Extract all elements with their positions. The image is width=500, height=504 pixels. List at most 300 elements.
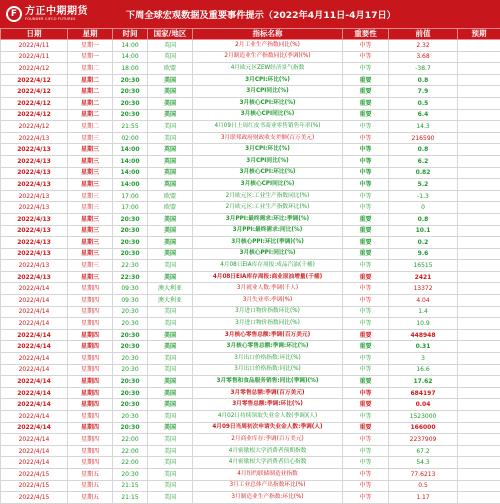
- table-row: [1, 353, 500, 365]
- cell-previous: 216590: [389, 132, 458, 144]
- cell-indicator: 3月零售总额:季调(百万美元): [193, 387, 343, 399]
- cell-weekday: 星期四: [68, 434, 113, 446]
- column-header-indicator: 指标名称: [193, 29, 343, 40]
- cell-weekday: 星期四: [68, 457, 113, 469]
- cell-date: 2022/4/12: [1, 121, 68, 133]
- cell-date: 2022/4/11: [1, 51, 68, 63]
- cell-region: 英国: [148, 51, 193, 63]
- cell-indicator: 3月失业率:季调(%): [193, 295, 343, 307]
- cell-time: 09:30: [113, 283, 148, 295]
- cell-indicator: 3月联邦政府财政收支差额(百万美元): [193, 132, 343, 144]
- cell-region: 美国: [148, 457, 193, 469]
- cell-date: 2022/4/14: [1, 399, 68, 411]
- cell-previous: 0.2: [389, 237, 458, 249]
- cell-weekday: 星期四: [68, 329, 113, 341]
- cell-region: 美国: [148, 121, 193, 133]
- cell-date: 2022/4/14: [1, 457, 68, 469]
- cell-weekday: 星期二: [68, 121, 113, 133]
- cell-importance: 中等: [343, 51, 389, 63]
- cell-time: 20:30: [113, 411, 148, 423]
- cell-time: 20:30: [113, 109, 148, 121]
- cell-indicator: 4月欧元区ZEW经济景气指数: [193, 63, 343, 75]
- cell-region: 澳大利亚: [148, 283, 193, 295]
- cell-date: 2022/4/14: [1, 283, 68, 295]
- cell-importance: 中等: [343, 387, 389, 399]
- cell-previous: 10.1: [389, 225, 458, 237]
- cell-weekday: 星期二: [68, 74, 113, 86]
- cell-indicator: 2月欧元区:工业生产指数环比(%): [193, 202, 343, 214]
- logo-name-cn: 方正中期期货: [25, 6, 88, 17]
- table-row: [1, 387, 500, 399]
- cell-previous: 3: [389, 353, 458, 365]
- cell-weekday: 星期二: [68, 109, 113, 121]
- cell-indicator: 2月工业生产指数同比(%): [193, 40, 343, 52]
- cell-time: 20:30: [113, 248, 148, 260]
- cell-date: 2022/4/13: [1, 225, 68, 237]
- cell-previous: 448948: [389, 329, 458, 341]
- cell-previous: 10.9: [389, 318, 458, 330]
- cell-importance: 重要: [343, 248, 389, 260]
- cell-weekday: 星期二: [68, 63, 113, 75]
- cell-indicator: 3月进口物价指数同比(%): [193, 318, 343, 330]
- cell-weekday: 星期五: [68, 468, 113, 480]
- column-header-region: 国家/地区: [148, 29, 193, 40]
- cell-date: 2022/4/13: [1, 260, 68, 272]
- table-row: [1, 167, 500, 179]
- table-row: [1, 132, 500, 144]
- cell-time: 20:30: [113, 318, 148, 330]
- cell-forecast: [458, 225, 500, 237]
- cell-time: 14:00: [113, 155, 148, 167]
- cell-previous: 2421: [389, 271, 458, 283]
- column-header-forecast: 预期: [458, 29, 500, 40]
- cell-weekday: 星期三: [68, 225, 113, 237]
- cell-weekday: 星期四: [68, 364, 113, 376]
- cell-date: 2022/4/13: [1, 202, 68, 214]
- cell-previous: 0.8: [389, 144, 458, 156]
- cell-date: 2022/4/13: [1, 179, 68, 191]
- cell-time: 14:00: [113, 179, 148, 191]
- cell-region: 美国: [148, 306, 193, 318]
- cell-time: 20:30: [113, 376, 148, 388]
- cell-forecast: [458, 271, 500, 283]
- cell-importance: 中等: [343, 144, 389, 156]
- cell-date: 2022/4/14: [1, 353, 68, 365]
- cell-weekday: 星期三: [68, 144, 113, 156]
- cell-weekday: 星期二: [68, 86, 113, 98]
- cell-date: 2022/4/14: [1, 306, 68, 318]
- table-body: [1, 40, 500, 504]
- cell-weekday: 星期三: [68, 213, 113, 225]
- cell-region: 美国: [148, 318, 193, 330]
- cell-weekday: 星期三: [68, 190, 113, 202]
- cell-indicator: 3月CPI同比(%): [193, 86, 343, 98]
- cell-previous: 1523000: [389, 411, 458, 423]
- cell-weekday: 星期五: [68, 492, 113, 504]
- cell-time: 17:00: [113, 202, 148, 214]
- cell-weekday: 星期三: [68, 237, 113, 249]
- cell-previous: 0.5: [389, 480, 458, 492]
- cell-weekday: 星期四: [68, 306, 113, 318]
- table-row: [1, 237, 500, 249]
- table-row: [1, 97, 500, 109]
- cell-previous: 0.8: [389, 213, 458, 225]
- cell-time: 20:30: [113, 329, 148, 341]
- cell-indicator: 3月出口价格指数:同比(%): [193, 364, 343, 376]
- table-row: [1, 422, 500, 434]
- cell-region: 美国: [148, 260, 193, 272]
- table-row: [1, 492, 500, 504]
- cell-previous: 0: [389, 202, 458, 214]
- cell-indicator: 3月PPI:最终需求:环比:季调(%): [193, 213, 343, 225]
- table-row: [1, 155, 500, 167]
- cell-date: 2022/4/13: [1, 167, 68, 179]
- cell-date: 2022/4/14: [1, 376, 68, 388]
- cell-weekday: 星期五: [68, 480, 113, 492]
- cell-previous: 9.6: [389, 248, 458, 260]
- cell-forecast: [458, 179, 500, 191]
- cell-date: 2022/4/12: [1, 86, 68, 98]
- cell-forecast: [458, 399, 500, 411]
- table-row: [1, 121, 500, 133]
- cell-weekday: 星期三: [68, 132, 113, 144]
- cell-weekday: 星期四: [68, 422, 113, 434]
- header-banner: [0, 0, 500, 28]
- cell-previous: 1.4: [389, 306, 458, 318]
- cell-date: 2022/4/14: [1, 341, 68, 353]
- cell-forecast: [458, 468, 500, 480]
- cell-previous: 5.2: [389, 179, 458, 191]
- table-row: [1, 329, 500, 341]
- cell-region: 美国: [148, 237, 193, 249]
- cell-importance: 中等: [343, 155, 389, 167]
- cell-weekday: 星期三: [68, 167, 113, 179]
- cell-importance: 重要: [343, 237, 389, 249]
- cell-weekday: 星期三: [68, 179, 113, 191]
- cell-previous: 16515: [389, 260, 458, 272]
- cell-forecast: [458, 260, 500, 272]
- cell-time: 20:30: [113, 86, 148, 98]
- cell-previous: 1.17: [389, 492, 458, 504]
- cell-time: 20:30: [113, 97, 148, 109]
- cell-previous: -38.7: [389, 63, 458, 75]
- cell-importance: 中等: [343, 353, 389, 365]
- cell-indicator: 3月工业总体产出指数环比(%): [193, 480, 343, 492]
- table-row: [1, 364, 500, 376]
- cell-importance: 中等: [343, 468, 389, 480]
- cell-forecast: [458, 86, 500, 98]
- table-row: [1, 295, 500, 307]
- cell-time: 20:30: [113, 387, 148, 399]
- cell-forecast: [458, 213, 500, 225]
- cell-region: 美国: [148, 434, 193, 446]
- cell-weekday: 星期三: [68, 271, 113, 283]
- cell-weekday: 星期二: [68, 97, 113, 109]
- cell-time: 21:55: [113, 121, 148, 133]
- cell-date: 2022/4/15: [1, 468, 68, 480]
- cell-forecast: [458, 353, 500, 365]
- cell-weekday: 星期三: [68, 260, 113, 272]
- cell-region: 英国: [148, 40, 193, 52]
- cell-forecast: [458, 202, 500, 214]
- cell-previous: 6.2: [389, 155, 458, 167]
- macro-calendar-table: [0, 28, 500, 504]
- cell-region: 美国: [148, 248, 193, 260]
- cell-previous: 77.6213: [389, 468, 458, 480]
- cell-time: 14:00: [113, 144, 148, 156]
- cell-importance: 中等: [343, 445, 389, 457]
- cell-forecast: [458, 237, 500, 249]
- cell-indicator: 3月PPI:最终需求:同比(%): [193, 225, 343, 237]
- cell-importance: 重要: [343, 109, 389, 121]
- table-row: [1, 86, 500, 98]
- table-row: [1, 341, 500, 353]
- cell-date: 2022/4/14: [1, 411, 68, 423]
- cell-forecast: [458, 190, 500, 202]
- cell-date: 2022/4/12: [1, 74, 68, 86]
- cell-forecast: [458, 295, 500, 307]
- cell-previous: 6.4: [389, 109, 458, 121]
- table-row: [1, 399, 500, 411]
- cell-importance: 重要: [343, 329, 389, 341]
- cell-region: 欧盟: [148, 63, 193, 75]
- cell-indicator: 2月制造业生产指数同比(季调)(%): [193, 51, 343, 63]
- cell-time: 20:30: [113, 364, 148, 376]
- cell-previous: 16.6: [389, 364, 458, 376]
- cell-weekday: 星期一: [68, 51, 113, 63]
- cell-region: 英国: [148, 167, 193, 179]
- cell-region: 美国: [148, 132, 193, 144]
- cell-importance: 中等: [343, 132, 389, 144]
- column-header-date: 日期: [1, 29, 68, 40]
- cell-indicator: 3月核心CPI同比(%): [193, 109, 343, 121]
- cell-forecast: [458, 422, 500, 434]
- cell-forecast: [458, 155, 500, 167]
- cell-weekday: 星期四: [68, 283, 113, 295]
- cell-time: 18:00: [113, 63, 148, 75]
- cell-previous: 14.3: [389, 121, 458, 133]
- table-row: [1, 260, 500, 272]
- table-row: [1, 283, 500, 295]
- cell-weekday: 星期四: [68, 295, 113, 307]
- cell-previous: 0.5: [389, 97, 458, 109]
- cell-date: 2022/4/14: [1, 434, 68, 446]
- table-header-row: [1, 29, 500, 40]
- cell-time: 20:30: [113, 468, 148, 480]
- cell-importance: 中等: [343, 318, 389, 330]
- table-row: [1, 74, 500, 86]
- cell-importance: 中等: [343, 121, 389, 133]
- cell-forecast: [458, 132, 500, 144]
- table-row: [1, 445, 500, 457]
- cell-region: 美国: [148, 271, 193, 283]
- table-row: [1, 179, 500, 191]
- company-logo: [0, 6, 122, 22]
- cell-indicator: 4月02日持续领取失业金人数(季调)(人): [193, 411, 343, 423]
- cell-date: 2022/4/13: [1, 271, 68, 283]
- cell-date: 2022/4/14: [1, 445, 68, 457]
- cell-previous: 17.62: [389, 376, 458, 388]
- table-row: [1, 225, 500, 237]
- cell-time: 14:00: [113, 167, 148, 179]
- cell-forecast: [458, 167, 500, 179]
- column-header-time: 时间: [113, 29, 148, 40]
- cell-importance: 中等: [343, 190, 389, 202]
- cell-indicator: 3月核心CPI:环比(%): [193, 167, 343, 179]
- cell-forecast: [458, 480, 500, 492]
- table-row: [1, 271, 500, 283]
- cell-date: 2022/4/14: [1, 318, 68, 330]
- cell-previous: 0.31: [389, 341, 458, 353]
- cell-date: 2022/4/12: [1, 63, 68, 75]
- cell-time: 20:30: [113, 74, 148, 86]
- cell-forecast: [458, 121, 500, 133]
- cell-date: 2022/4/13: [1, 144, 68, 156]
- cell-importance: 重要: [343, 74, 389, 86]
- cell-indicator: 3月核心CPI:环比(%): [193, 97, 343, 109]
- cell-importance: 中等: [343, 260, 389, 272]
- table-row: [1, 457, 500, 469]
- cell-previous: 0.8: [389, 74, 458, 86]
- cell-importance: 中等: [343, 202, 389, 214]
- table-row: [1, 306, 500, 318]
- cell-importance: 中等: [343, 457, 389, 469]
- cell-forecast: [458, 434, 500, 446]
- table-row: [1, 434, 500, 446]
- cell-previous: 2237909: [389, 434, 458, 446]
- cell-importance: 中等: [343, 364, 389, 376]
- cell-time: 22:30: [113, 271, 148, 283]
- cell-importance: 重要: [343, 97, 389, 109]
- cell-previous: 67.2: [389, 445, 458, 457]
- cell-time: 21:15: [113, 492, 148, 504]
- cell-indicator: 4月09日当周初次申请失业金人数:季调(人): [193, 422, 343, 434]
- cell-importance: 中等: [343, 63, 389, 75]
- cell-indicator: 3月CPI:环比(%): [193, 144, 343, 156]
- cell-forecast: [458, 97, 500, 109]
- cell-indicator: 3月核心零售总额:季调(百万美元): [193, 329, 343, 341]
- cell-weekday: 星期四: [68, 387, 113, 399]
- cell-time: 14:00: [113, 51, 148, 63]
- cell-time: 20:30: [113, 213, 148, 225]
- cell-indicator: 4月密歇根大学消费者信心指数: [193, 457, 343, 469]
- cell-date: 2022/4/14: [1, 422, 68, 434]
- cell-region: 美国: [148, 364, 193, 376]
- cell-importance: 重要: [343, 341, 389, 353]
- column-header-weekday: 星期: [68, 29, 113, 40]
- cell-time: 20:30: [113, 237, 148, 249]
- table-row: [1, 248, 500, 260]
- cell-forecast: [458, 376, 500, 388]
- cell-time: 20:30: [113, 399, 148, 411]
- cell-date: 2022/4/14: [1, 364, 68, 376]
- cell-region: 美国: [148, 341, 193, 353]
- cell-previous: 54.3: [389, 457, 458, 469]
- cell-weekday: 星期四: [68, 399, 113, 411]
- cell-importance: 中等: [343, 492, 389, 504]
- cell-importance: 重要: [343, 213, 389, 225]
- cell-date: 2022/4/14: [1, 329, 68, 341]
- cell-indicator: 4月09日上周红皮书商业零售销售年率(%): [193, 121, 343, 133]
- cell-region: 美国: [148, 376, 193, 388]
- cell-region: 美国: [148, 411, 193, 423]
- cell-time: 20:30: [113, 306, 148, 318]
- cell-indicator: 4月纽约联储制造业指数: [193, 468, 343, 480]
- cell-previous: 13372: [389, 283, 458, 295]
- cell-time: 20:30: [113, 341, 148, 353]
- cell-forecast: [458, 144, 500, 156]
- table-row: [1, 480, 500, 492]
- cell-region: 欧盟: [148, 190, 193, 202]
- column-header-previous: 前值: [389, 29, 458, 40]
- cell-importance: 重要: [343, 376, 389, 388]
- cell-region: 美国: [148, 422, 193, 434]
- cell-forecast: [458, 411, 500, 423]
- cell-previous: 4.04: [389, 295, 458, 307]
- cell-forecast: [458, 341, 500, 353]
- cell-indicator: 3月就业人数:季调(千人): [193, 283, 343, 295]
- cell-time: 20:30: [113, 225, 148, 237]
- table-row: [1, 318, 500, 330]
- cell-indicator: 3月零售总额:季调:环比(%): [193, 399, 343, 411]
- cell-weekday: 星期四: [68, 318, 113, 330]
- cell-weekday: 星期一: [68, 40, 113, 52]
- table-row: [1, 202, 500, 214]
- cell-importance: 重要: [343, 399, 389, 411]
- table-row: [1, 40, 500, 52]
- cell-forecast: [458, 63, 500, 75]
- cell-date: 2022/4/12: [1, 97, 68, 109]
- cell-importance: 重要: [343, 86, 389, 98]
- cell-forecast: [458, 457, 500, 469]
- cell-importance: 中等: [343, 480, 389, 492]
- cell-date: 2022/4/13: [1, 248, 68, 260]
- cell-forecast: [458, 109, 500, 121]
- cell-region: 英国: [148, 155, 193, 167]
- cell-previous: 0.04: [389, 399, 458, 411]
- cell-forecast: [458, 306, 500, 318]
- cell-indicator: 4月08日EIA库存周报:成品汽油(千桶): [193, 260, 343, 272]
- cell-region: 美国: [148, 329, 193, 341]
- cell-date: 2022/4/11: [1, 40, 68, 52]
- cell-region: 英国: [148, 144, 193, 156]
- cell-forecast: [458, 387, 500, 399]
- table-row: [1, 63, 500, 75]
- cell-weekday: 星期四: [68, 411, 113, 423]
- cell-region: 美国: [148, 97, 193, 109]
- cell-region: 美国: [148, 445, 193, 457]
- cell-region: 美国: [148, 86, 193, 98]
- cell-region: 美国: [148, 213, 193, 225]
- cell-region: 美国: [148, 399, 193, 411]
- cell-date: 2022/4/13: [1, 213, 68, 225]
- cell-date: 2022/4/15: [1, 492, 68, 504]
- cell-previous: 2.32: [389, 40, 458, 52]
- cell-date: 2022/4/14: [1, 295, 68, 307]
- cell-indicator: 2月欧元区:工业生产指数同比(%): [193, 190, 343, 202]
- cell-weekday: 星期四: [68, 445, 113, 457]
- cell-indicator: 3月核心PPI:环比(季调)(%): [193, 237, 343, 249]
- table-row: [1, 190, 500, 202]
- cell-forecast: [458, 283, 500, 295]
- cell-time: 21:15: [113, 480, 148, 492]
- cell-forecast: [458, 51, 500, 63]
- cell-indicator: 3月CPI:环比(%): [193, 74, 343, 86]
- cell-indicator: 3月进口物价指数环比(%): [193, 306, 343, 318]
- cell-importance: 中等: [343, 306, 389, 318]
- cell-time: 17:00: [113, 190, 148, 202]
- cell-indicator: 3月制造业生产指数:环比(%): [193, 492, 343, 504]
